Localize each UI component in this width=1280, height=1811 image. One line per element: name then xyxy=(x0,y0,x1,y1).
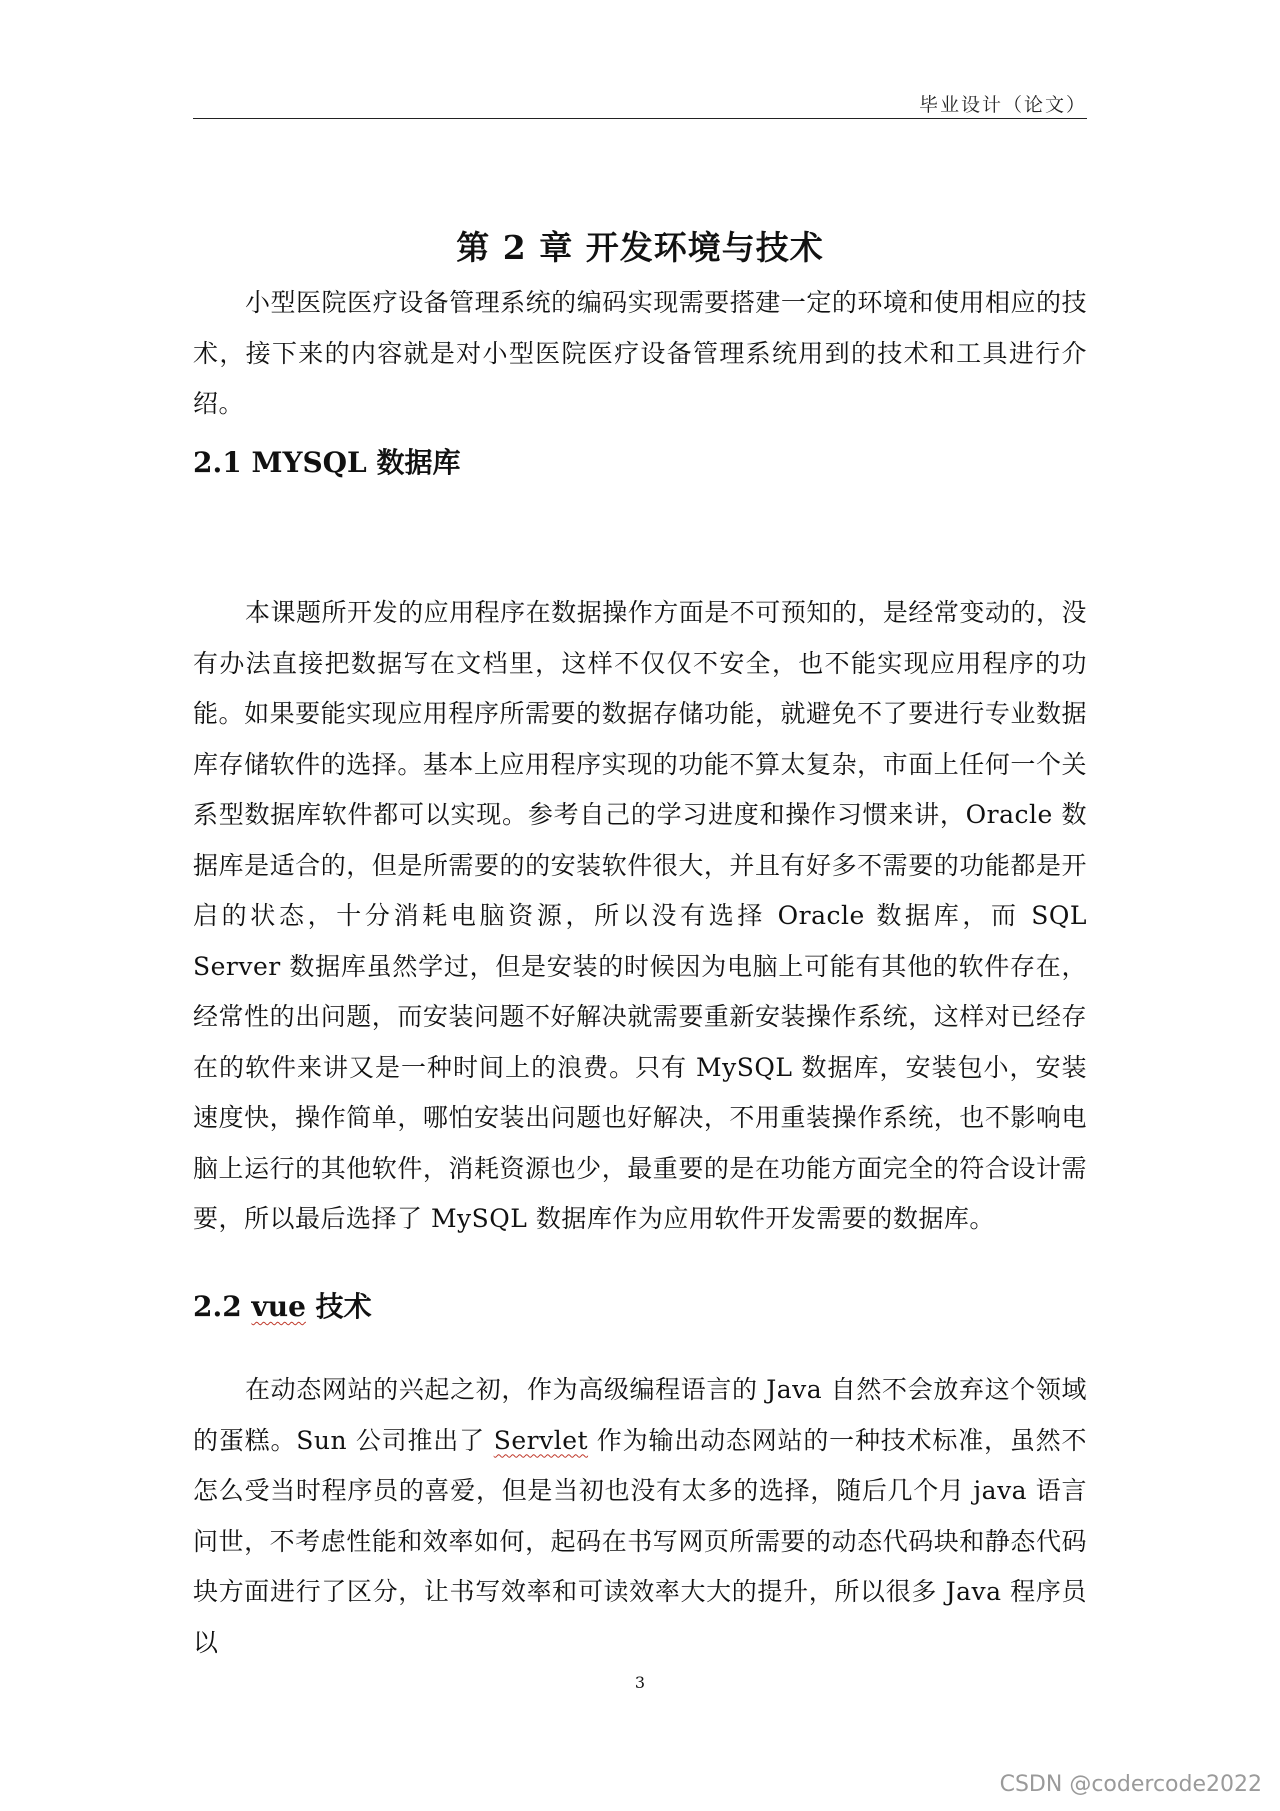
section-title-mysql: 2.1 MYSQL 数据库 xyxy=(193,446,461,479)
vue-paragraph-term: Servlet xyxy=(493,1425,589,1455)
vue-paragraph xyxy=(193,1365,1087,1668)
running-header: 毕业设计（论文） xyxy=(918,94,1087,116)
vue-paragraph-part2: 作为输出动态网站的一种技术标准，虽然不怎么受当时程序员的喜爱，但是当初也没有太多的选择，随后几个月 java 语言问世，不考虑性能和效率如何，起码在书写网页所需要的动态代码块和静态代码块方面进行了区分，让书写效率和可读效率大大的提升，所以很多 Java 程序员以 xyxy=(193,1425,1087,1657)
vue-paragraph-part1: 在动态网站的兴起之初，作为高级编程语言的 Java 自然不会放弃这个领域的蛋糕。Sun 公司推出了 xyxy=(193,1375,1087,1455)
page-number: 3 xyxy=(634,1673,646,1692)
header-rule xyxy=(193,118,1087,119)
section-title-vue-suffix: 技术 xyxy=(305,1290,372,1323)
section-title-vue-prefix: 2.2 xyxy=(193,1290,252,1323)
section-title-vue xyxy=(193,1285,1087,1325)
intro-paragraph: 小型医院医疗设备管理系统的编码实现需要搭建一定的环境和使用相应的技术，接下来的内容就是对小型医院医疗设备管理系统用到的技术和工具进行介绍。 xyxy=(193,288,1087,418)
section-title-vue-term: vue xyxy=(251,1290,306,1323)
csdn-watermark: CSDN @codercode2022 xyxy=(999,1772,1262,1797)
chapter-title: 第 2 章 开发环境与技术 xyxy=(456,228,824,267)
mysql-paragraph: 本课题所开发的应用程序在数据操作方面是不可预知的，是经常变动的，没有办法直接把数据写在文档里，这样不仅仅不安全，也不能实现应用程序的功能。如果要能实现应用程序所需要的数据存储功能，就避免不了要进行专业数据库存储软件的选择。基本上应用程序实现的功能不算太复杂，市面上任何一个关系型数据库软件都可以实现。参考自己的学习进度和操作习惯来讲，Oracle 数据库是适合的，但是所需要的的安装软件很大，并且有好多不需要的功能都是开启的状态，十分消耗电脑资源，所以没有选择 Oracle 数据库，而 SQL Server 数据库虽然学过，但是安装的时候因为电脑上可能有其他的软件存在，经常性的出问题，而安装问题不好解决就需要重新安装操作系统，这样对已经存在的软件来讲又是一种时间上的浪费。只有 MySQL 数据库，安装包小，安装速度快，操作简单，哪怕安装出问题也好解决，不用重装操作系统，也不影响电脑上运行的其他软件，消耗资源也少，最重要的是在功能方面完全的符合设计需要，所以最后选择了 MySQL 数据库作为应用软件开发需要的数据库。 xyxy=(193,598,1087,1233)
